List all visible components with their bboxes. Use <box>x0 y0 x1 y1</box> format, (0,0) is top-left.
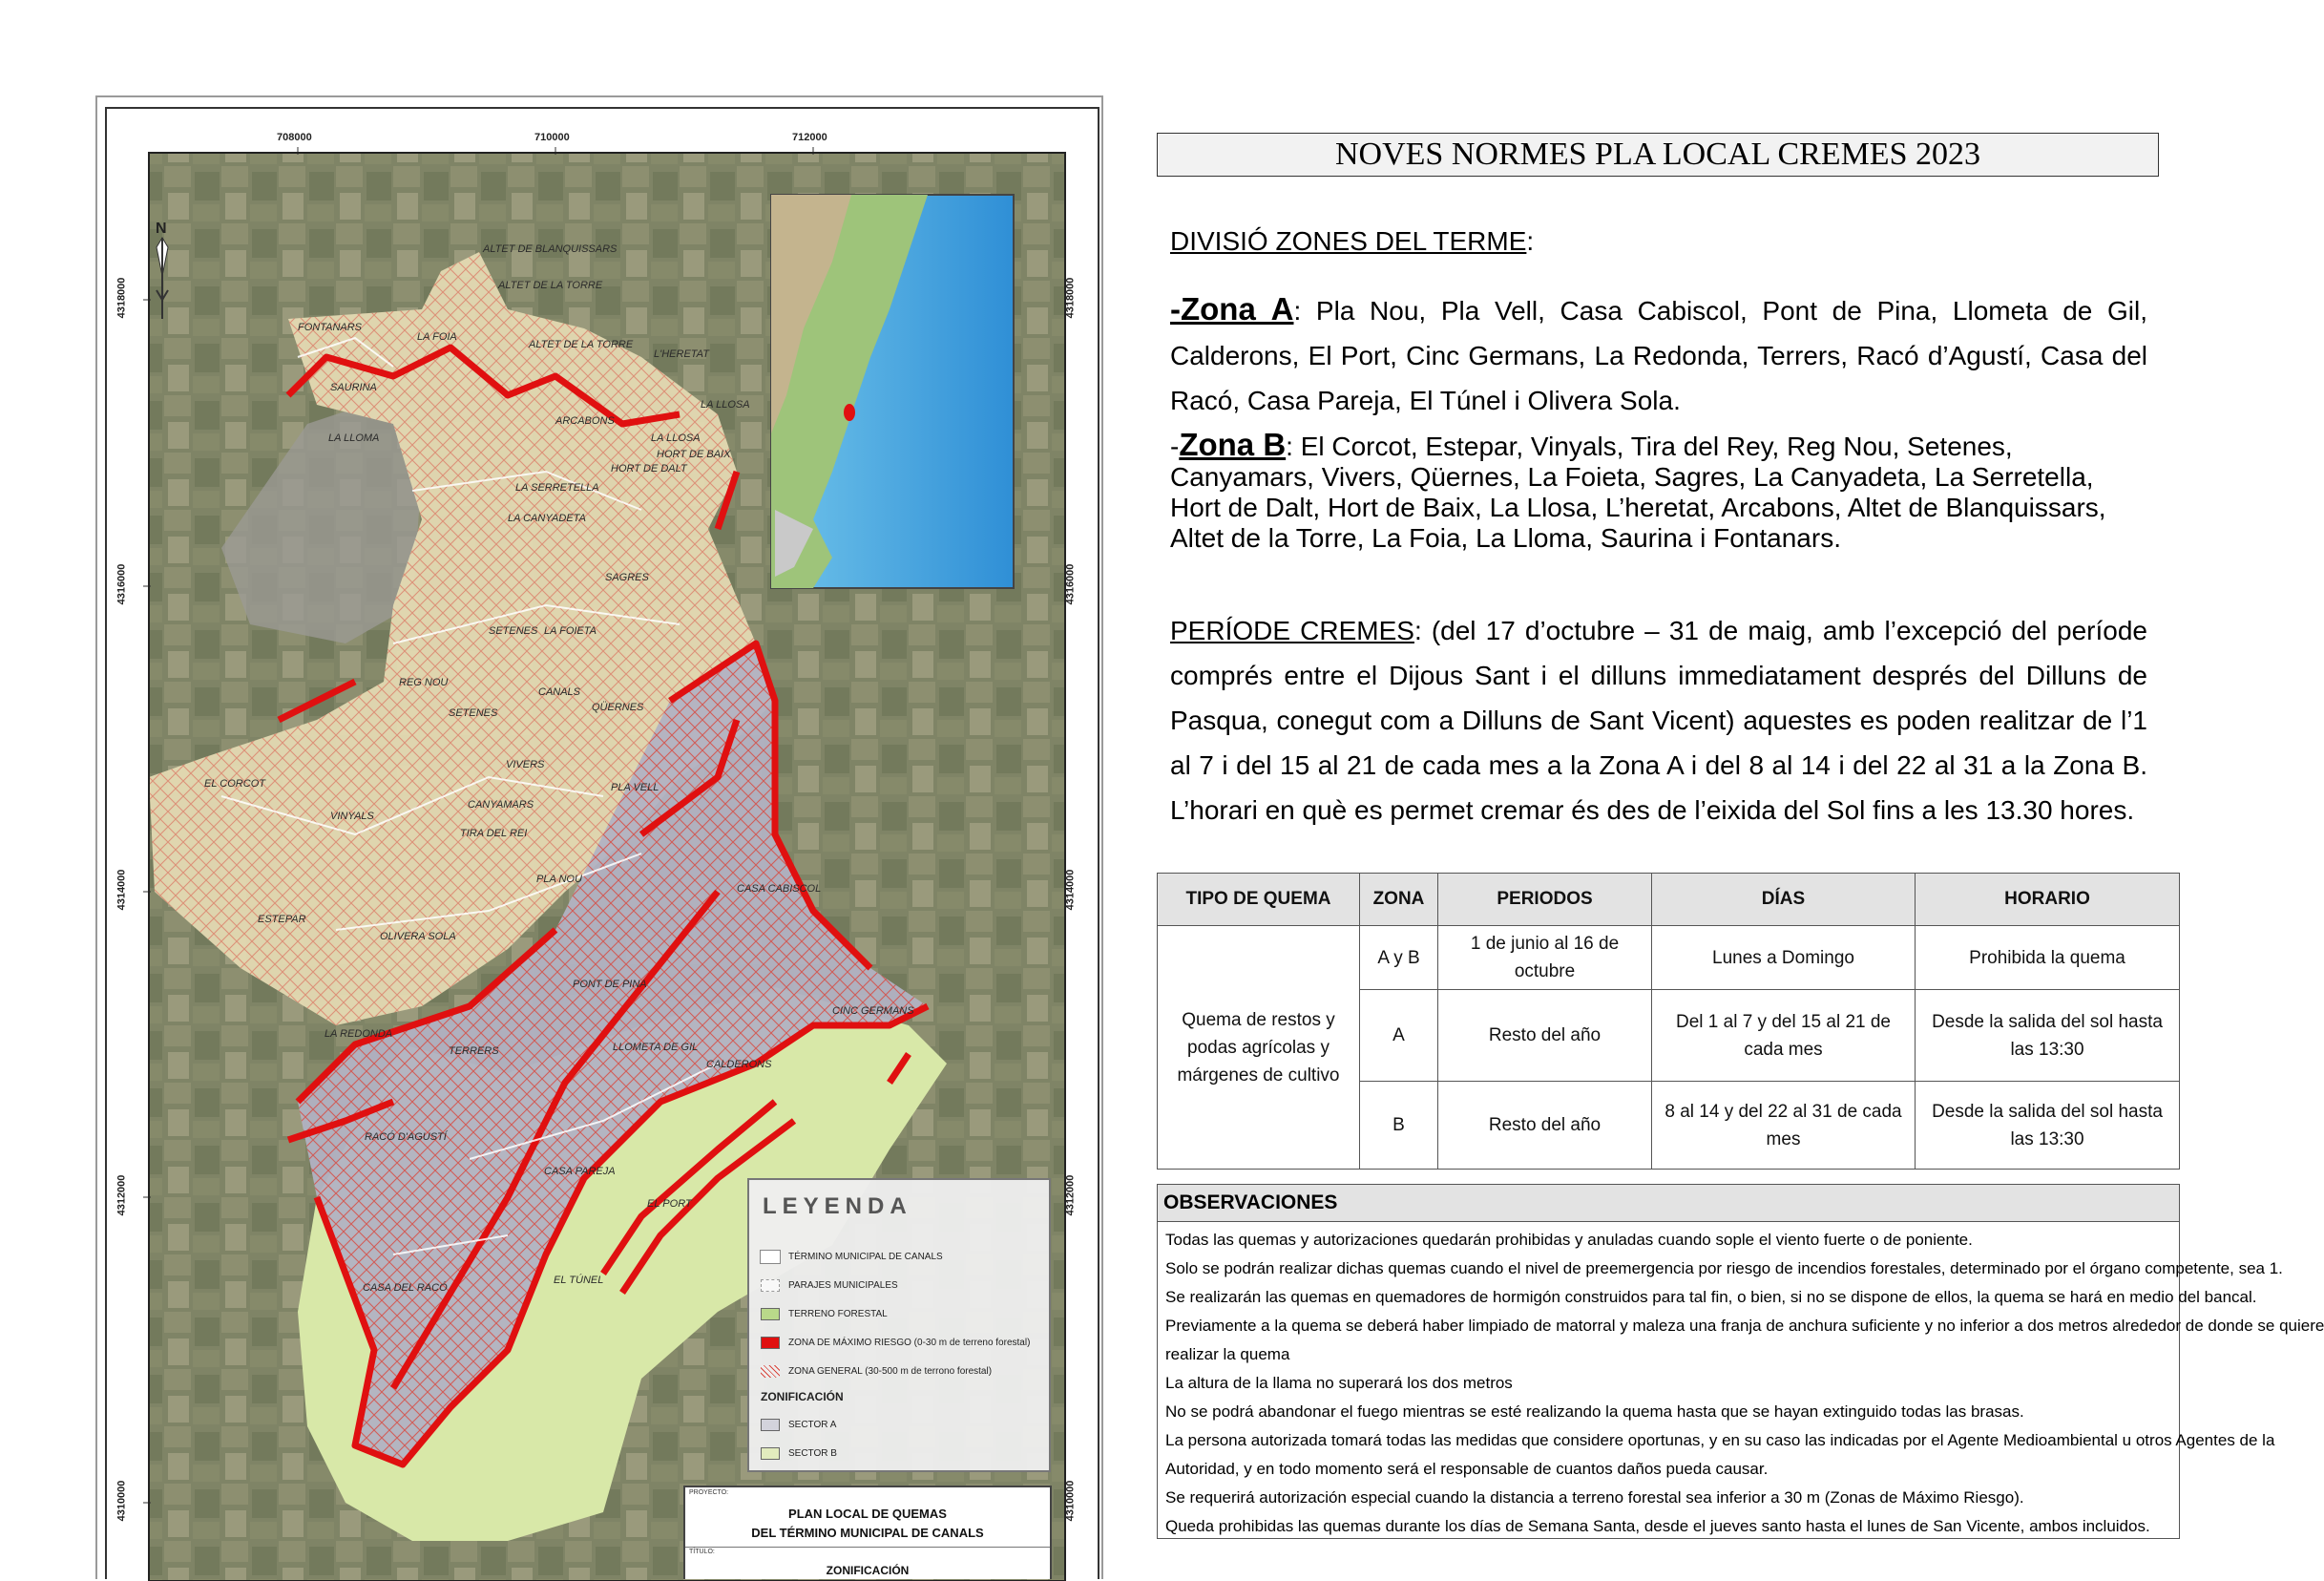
legend-label: PARAJES MUNICIPALES <box>788 1279 898 1291</box>
legend-item <box>761 1361 992 1381</box>
cell-zona: B <box>1360 1082 1438 1170</box>
observation-line: La persona autorizada tomará todas las medidas que considere oportunas, y en su caso las indicadas por el Agente Medioambiental u otros Agentes de la <box>1165 1431 2275 1449</box>
place-label: PLA VELL <box>611 782 660 793</box>
observation-line: Solo se podrán realizar dichas quemas cuando el nivel de preemergencia por riesgo de incendios forestales, determinado por el órgano competente, sea 1. <box>1165 1259 2283 1277</box>
header-dias: DÍAS <box>1652 874 1916 926</box>
cell-horario: Desde la salida del sol hasta las 13:30 <box>1916 1082 2180 1170</box>
observation-line: Queda prohibidas las quemas durante los días de Semana Santa, desde el jueves santo hasta el lunes de San Vicente, ambos incluidos. <box>1165 1517 2150 1535</box>
observations-box <box>1157 1184 2324 1539</box>
place-label: LA REDONDA <box>325 1028 393 1040</box>
place-label: CANALS <box>538 686 581 698</box>
legend-label: SECTOR A <box>788 1419 837 1430</box>
place-label: ALTET DE LA TORRE <box>529 339 634 350</box>
observations-title: OBSERVACIONES <box>1158 1185 2179 1222</box>
legend-item <box>761 1247 943 1266</box>
place-label: CALDERONS <box>706 1059 772 1070</box>
observation-line: realizar la quema <box>1165 1345 1290 1363</box>
coord-top: 708000 <box>277 132 312 143</box>
place-label: SETENES <box>489 625 538 637</box>
place-label: CASA DEL RACÓ <box>363 1282 448 1294</box>
observation-line: Autoridad, y en todo momento será el responsable de cuantos daños pueda causar. <box>1165 1460 1769 1478</box>
north-label: N <box>156 221 167 237</box>
title-block-project-tag: PROYECTO: <box>689 1489 729 1496</box>
place-label: LA FOIA <box>417 331 457 343</box>
observation-line: La altura de la llama no superará los dos metros <box>1165 1374 1513 1392</box>
place-label: LA FOIETA <box>544 625 597 637</box>
place-label: PONT DE PINA <box>573 979 647 990</box>
place-label: SAGRES <box>605 572 649 583</box>
place-label: ARCABONS <box>555 415 615 427</box>
place-label: LA CANYADETA <box>508 513 586 524</box>
coord-top: 712000 <box>792 132 827 143</box>
place-label: LLOMETA DE GIL <box>613 1042 699 1053</box>
coord-left: 4314000 <box>115 869 128 911</box>
legend-label: TERRENO FORESTAL <box>788 1308 888 1319</box>
title-block-divider <box>685 1547 1050 1548</box>
cell-dias: Del 1 al 7 y del 15 al 21 de cada mes <box>1652 990 1916 1082</box>
place-label: OLIVERA SOLA <box>380 931 456 942</box>
municipal-boundary-swatch <box>761 1251 780 1263</box>
place-label: HORT DE BAIX <box>657 449 731 460</box>
legend-label: ZONA DE MÁXIMO RIESGO (0-30 m de terreno forestal) <box>788 1337 1031 1348</box>
header-horario: HORARIO <box>1916 874 2180 926</box>
division-heading-text: DIVISIÓ ZONES DEL TERME <box>1170 226 1527 256</box>
legend-item <box>761 1275 898 1295</box>
place-label: CANYAMARS <box>468 799 534 811</box>
coord-right: 4312000 <box>1064 1174 1077 1216</box>
title-block-title-tag: TÍTULO: <box>689 1549 715 1555</box>
sector-b-swatch <box>761 1447 780 1460</box>
place-label: LA LLOSA <box>701 399 750 411</box>
observations-list <box>1158 1222 2324 1545</box>
coord-left: 4310000 <box>115 1480 128 1522</box>
period-paragraph <box>1170 608 2147 833</box>
observation-line: Previamente a la quema se deberá haber limpiado de matorral y maleza una franja de anchura suficiente y no inferior a dos metros alrededor de donde se quiere <box>1165 1317 2324 1335</box>
place-label: EL PORT <box>647 1198 692 1210</box>
burning-schedule-table <box>1157 873 2180 1170</box>
map-legend <box>747 1178 1051 1472</box>
place-label: EL CORCOT <box>204 778 265 790</box>
place-label: REG NOU <box>399 677 449 688</box>
legend-item <box>761 1304 888 1323</box>
cell-horario: Desde la salida del sol hasta las 13:30 <box>1916 990 2180 1082</box>
zone-b-text: : El Corcot, Estepar, Vinyals, Tira del Rey, Reg Nou, Setenes, Canyamars, Vivers, Qüernes, La Foieta, Sagres, La Canyadeta, La Serretella, Hort de Dalt, Hort de Baix, La Llosa, L’heretat, Arcabons, Altet de Blanquissars, Altet de la Torre, La Foia, La Lloma, Saurina i Fontanars. <box>1170 432 2106 553</box>
document-title: NOVES NORMES PLA LOCAL CREMES 2023 <box>1157 133 2159 177</box>
place-label: QÜERNES <box>592 702 644 713</box>
cell-zona: A <box>1360 990 1438 1082</box>
table-header-row <box>1158 874 2180 926</box>
sector-a-swatch <box>761 1419 780 1431</box>
place-label: VINYALS <box>330 811 374 822</box>
period-heading: PERÍODE CREMES <box>1170 616 1414 645</box>
coord-left: 4318000 <box>115 277 128 319</box>
cell-periodo: 1 de junio al 16 de octubre <box>1438 926 1652 990</box>
place-label: LA SERRETELLA <box>515 482 599 494</box>
coord-right: 4316000 <box>1064 563 1077 605</box>
zone-a-paragraph <box>1170 286 2147 423</box>
cell-zona: A y B <box>1360 926 1438 990</box>
header-tipo: TIPO DE QUEMA <box>1158 874 1360 926</box>
place-label: LA LLOSA <box>651 432 701 444</box>
place-label: CASA PAREJA <box>544 1166 616 1177</box>
inset-location-map <box>771 195 1014 588</box>
forest-swatch <box>761 1308 780 1320</box>
coord-left: 4316000 <box>115 563 128 605</box>
place-label: L'HERETAT <box>654 348 709 360</box>
place-label: PLA NOU <box>536 874 582 885</box>
cell-periodo: Resto del año <box>1438 990 1652 1082</box>
map-title-block <box>683 1486 1052 1579</box>
observation-line: Se requerirá autorización especial cuando la distancia a terreno forestal sea inferior a 30 m (Zonas de Máximo Riesgo). <box>1165 1488 2024 1507</box>
legend-item <box>761 1333 1030 1352</box>
title-block-line: ZONIFICACIÓN <box>826 1564 910 1577</box>
place-label: CASA CABISCOL <box>737 883 822 895</box>
place-label: TIRA DEL REI <box>460 828 528 839</box>
place-label: ALTET DE LA TORRE <box>498 280 603 291</box>
observation-line: No se podrá abandonar el fuego mientras se esté realizando la quema hasta que se hayan extinguido todas las brasas. <box>1165 1402 2024 1421</box>
cell-tipo: Quema de restos y podas agrícolas y márgenes de cultivo <box>1158 926 1360 1170</box>
zone-a-text: : Pla Nou, Pla Vell, Casa Cabiscol, Pont de Pina, Llometa de Gil, Calderons, El Port, Cinc Germans, La Redonda, Terrers, Racó d’Agustí, Casa del Racó, Casa Pareja, El Túnel i Olivera Sola. <box>1170 296 2148 415</box>
max-risk-swatch <box>761 1337 780 1349</box>
title-block-line: DEL TÉRMINO MUNICIPAL DE CANALS <box>751 1526 984 1540</box>
observation-line: Todas las quemas y autorizaciones quedarán prohibidas y anuladas cuando sople el viento fuerte o de poniente. <box>1165 1231 1973 1249</box>
zone-b-label: Zona B <box>1179 427 1287 462</box>
division-heading: DIVISIÓ ZONES DEL TERME: <box>1170 226 1535 256</box>
legend-item <box>761 1444 837 1463</box>
header-periodos: PERIODOS <box>1438 874 1652 926</box>
place-label: ALTET DE BLANQUISSARS <box>483 243 618 255</box>
place-label: SAURINA <box>330 382 377 393</box>
paraje-swatch <box>761 1279 780 1292</box>
legend-item <box>761 1415 836 1434</box>
place-label: EL TÚNEL <box>554 1275 604 1286</box>
legend-title: LEYENDA <box>763 1193 912 1219</box>
place-label: CINC GERMANS <box>832 1005 914 1017</box>
coord-right: 4310000 <box>1064 1480 1077 1522</box>
place-label: LA LLOMA <box>328 432 380 444</box>
header-zona: ZONA <box>1360 874 1438 926</box>
cell-dias: Lunes a Domingo <box>1652 926 1916 990</box>
zone-a-label: -Zona A <box>1170 291 1294 327</box>
legend-label: TÉRMINO MUNICIPAL DE CANALS <box>788 1251 943 1262</box>
place-label: SETENES <box>449 707 498 719</box>
legend-zonificacion: ZONIFICACIÓN <box>761 1390 844 1403</box>
place-label: RACÓ D'AGUSTÍ <box>365 1131 447 1143</box>
coord-right: 4314000 <box>1064 869 1077 911</box>
legend-label: SECTOR B <box>788 1447 837 1459</box>
place-label: VIVERS <box>506 759 545 770</box>
cell-periodo: Resto del año <box>1438 1082 1652 1170</box>
zone-b-paragraph <box>1170 427 2147 554</box>
cell-dias: 8 al 14 y del 22 al 31 de cada mes <box>1652 1082 1916 1170</box>
place-label: TERRERS <box>449 1045 499 1057</box>
legend-label: ZONA GENERAL (30-500 m de terrono forestal) <box>788 1365 993 1377</box>
cell-horario: Prohibida la quema <box>1916 926 2180 990</box>
place-label: HORT DE DALT <box>611 463 687 474</box>
general-zone-swatch <box>761 1365 780 1378</box>
period-text: : (del 17 d’octubre – 31 de maig, amb l’excepció del període comprés entre el Dijous Sant i el dilluns immediatament després del Dilluns de Pasqua, conegut com a Dilluns de Sant Vicent) aquestes es poden realitzar de l’1 al 7 i del 15 al 21 de cada mes a la Zona A i del 8 al 14 i del 22 al 31 a la Zona B. L’horari en què es permet cremar és des de l’eixida del Sol fins a les 13.30 hores. <box>1170 616 2147 825</box>
place-label: FONTANARS <box>298 322 363 333</box>
coord-top: 710000 <box>534 132 570 143</box>
coord-left: 4312000 <box>115 1174 128 1216</box>
coord-right: 4318000 <box>1064 277 1077 319</box>
table-row <box>1158 926 2180 990</box>
place-label: ESTEPAR <box>258 914 306 925</box>
observation-line: Se realizarán las quemas en quemadores de hormigón construidos para tal fin, o bien, si no se dispone de ellos, la quema se hará en medio del bancal. <box>1165 1288 2257 1306</box>
title-block-line: PLAN LOCAL DE QUEMAS <box>788 1507 947 1521</box>
zone-b-dash: - <box>1170 432 1180 461</box>
